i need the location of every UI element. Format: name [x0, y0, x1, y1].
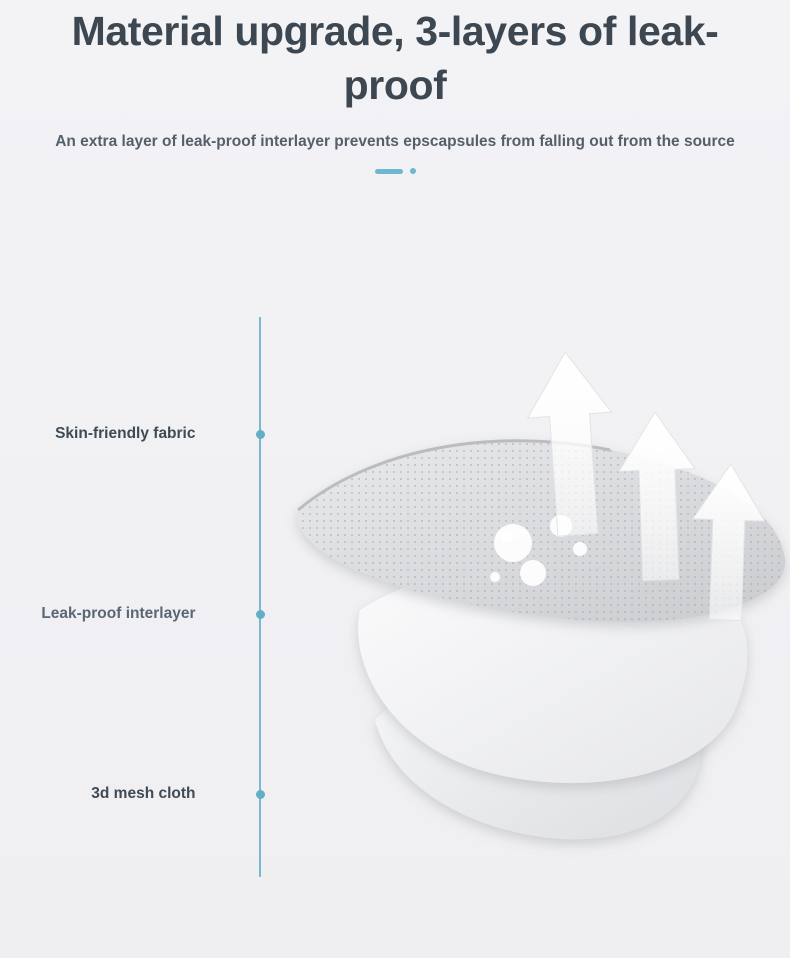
pager-bar-icon	[375, 169, 403, 174]
header	[0, 0, 790, 174]
timeline-node-leak-proof-interlayer	[41, 604, 265, 622]
pager-indicator	[0, 168, 790, 174]
timeline-label-3d-mesh-cloth: 3d mesh cloth	[91, 784, 196, 802]
layer-timeline	[41, 317, 261, 877]
page-subtitle: An extra layer of leak-proof interlayer prevents epscapsules from falling out from the source	[55, 133, 735, 151]
page-title: Material upgrade, 3-layers of leak-proof	[71, 8, 719, 109]
timeline-node-skin-friendly-fabric	[55, 424, 265, 442]
three-layer-fabric-illustration	[280, 330, 790, 890]
timeline-label-leak-proof-interlayer: Leak-proof interlayer	[41, 604, 196, 622]
timeline-node-3d-mesh-cloth	[91, 784, 265, 802]
timeline-label-skin-friendly-fabric: Skin-friendly fabric	[55, 424, 196, 442]
pager-dot-icon	[410, 168, 416, 174]
